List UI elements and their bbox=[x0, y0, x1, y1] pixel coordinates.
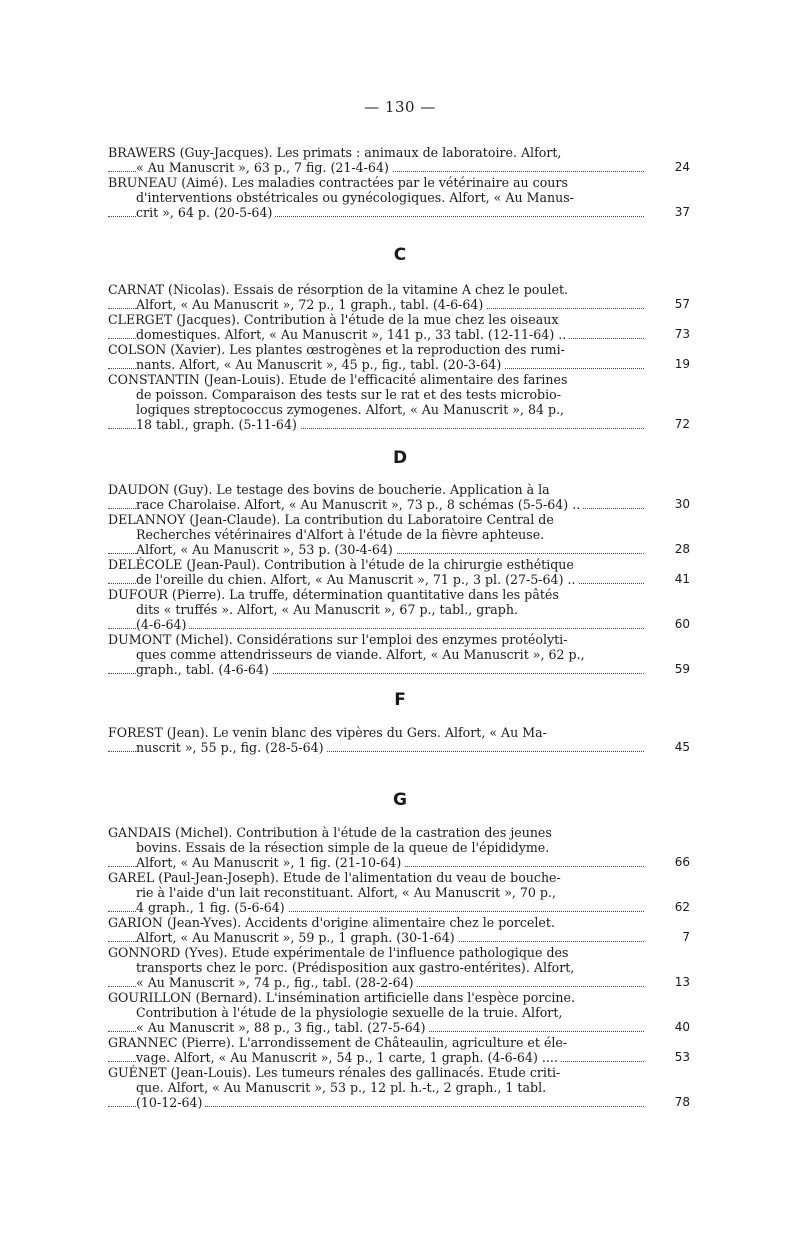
entry-text-line: « Au Manuscrit », 74 p., fig., tabl. (28-2-64) bbox=[136, 975, 417, 990]
entry-text-line: nants. Alfort, « Au Manuscrit », 45 p., fig., tabl. (20-3-64) bbox=[136, 357, 504, 372]
entry-text-line: BRAWERS (Guy-Jacques). Les primats : animaux de laboratoire. Alfort, bbox=[108, 145, 562, 160]
entry-text-line: que. Alfort, « Au Manuscrit », 53 p., 12 pl. h.-t., 2 graph., 1 tabl. bbox=[136, 1080, 547, 1095]
entry-text-line: BRUNEAU (Aimé). Les maladies contractées par le vétérinaire au cours bbox=[108, 175, 568, 190]
entry-text-line: race Charolaise. Alfort, « Au Manuscrit », 73 p., 8 schémas (5-5-64) .. bbox=[136, 497, 583, 512]
entry-text-line: ques comme attendrisseurs de viande. Alfort, « Au Manuscrit », 62 p., bbox=[136, 647, 585, 662]
entry-text-line: GRANNEC (Pierre). L'arrondissement de Châteaulin, agriculture et éle- bbox=[108, 1035, 568, 1050]
entry-text-line: DELANNOY (Jean-Claude). La contribution du Laboratoire Central de bbox=[108, 512, 554, 527]
entry-page-number: 13 bbox=[674, 975, 690, 989]
entry-text-line: CLERGET (Jacques). Contribution à l'étude de la mue chez les oiseaux bbox=[108, 312, 559, 327]
entry-text-line: CARNAT (Nicolas). Essais de résorption de la vitamine A chez le poulet. bbox=[108, 282, 569, 297]
entry-page-number: 66 bbox=[674, 855, 690, 869]
entry-page-number: 60 bbox=[674, 617, 690, 631]
section-heading-f: F bbox=[394, 690, 406, 710]
entry-text-line: GANDAIS (Michel). Contribution à l'étude de la castration des jeunes bbox=[108, 825, 552, 840]
entry-text-line: 4 graph., 1 fig. (5-6-64) bbox=[136, 900, 288, 915]
entry-text-line: « Au Manuscrit », 88 p., 3 fig., tabl. (27-5-64) bbox=[136, 1020, 429, 1035]
bibliography-entry bbox=[108, 945, 690, 990]
entry-page-number: 24 bbox=[674, 160, 690, 174]
entry-page-number: 41 bbox=[674, 572, 690, 586]
bibliography-entry bbox=[108, 587, 690, 632]
entry-text-line: (4-6-64) bbox=[136, 617, 189, 632]
entry-text-line: dits « truffés ». Alfort, « Au Manuscrit », 67 p., tabl., graph. bbox=[136, 602, 518, 617]
entry-page-number: 28 bbox=[674, 542, 690, 556]
entry-page-number: 37 bbox=[674, 205, 690, 219]
entry-text-line: d'interventions obstétricales ou gynécologiques. Alfort, « Au Manus- bbox=[136, 190, 574, 205]
entry-text-line: Alfort, « Au Manuscrit », 53 p. (30-4-64) bbox=[136, 542, 396, 557]
entry-text-line: nuscrit », 55 p., fig. (28-5-64) bbox=[136, 740, 327, 755]
bibliography-entry bbox=[108, 1035, 690, 1065]
entry-text-line: GUÉNET (Jean-Louis). Les tumeurs rénales des gallinacés. Etude criti- bbox=[108, 1065, 561, 1080]
entry-text-line: logiques streptococcus zymogenes. Alfort, « Au Manuscrit », 84 p., bbox=[136, 402, 565, 417]
entry-text-line: Recherches vétérinaires d'Alfort à l'étude de la fièvre aphteuse. bbox=[136, 527, 545, 542]
entry-text-line: (10-12-64) bbox=[136, 1095, 205, 1110]
bibliography-entry bbox=[108, 342, 690, 372]
bibliography-entry bbox=[108, 482, 690, 512]
section-heading-c: C bbox=[393, 245, 407, 265]
entry-page-number: 59 bbox=[674, 662, 690, 676]
entry-page-number: 7 bbox=[682, 930, 690, 944]
bibliography-entry bbox=[108, 282, 690, 312]
entry-page-number: 72 bbox=[674, 417, 690, 431]
section-heading-d: D bbox=[392, 448, 408, 468]
entry-text-line: Contribution à l'étude de la physiologie sexuelle de la truie. Alfort, bbox=[136, 1005, 563, 1020]
page-number: — 130 — bbox=[364, 98, 436, 116]
bibliography-entry bbox=[108, 1065, 690, 1110]
entry-page-number: 40 bbox=[674, 1020, 690, 1034]
entry-page-number: 78 bbox=[674, 1095, 690, 1109]
entry-text-line: GOURILLON (Bernard). L'insémination artificielle dans l'espèce porcine. bbox=[108, 990, 575, 1005]
entry-text-line: crit », 64 p. (20-5-64) bbox=[136, 205, 275, 220]
bibliography-entry bbox=[108, 915, 690, 945]
entry-text-line: 18 tabl., graph. (5-11-64) bbox=[136, 417, 300, 432]
entry-text-line: Alfort, « Au Manuscrit », 1 fig. (21-10-64) bbox=[136, 855, 404, 870]
bibliography-entry bbox=[108, 175, 690, 220]
bibliography-entry bbox=[108, 632, 690, 677]
entry-text-line: rie à l'aide d'un lait reconstituant. Alfort, « Au Manuscrit », 70 p., bbox=[136, 885, 556, 900]
entry-text-line: « Au Manuscrit », 63 p., 7 fig. (21-4-64) bbox=[136, 160, 392, 175]
bibliography-entry bbox=[108, 372, 690, 432]
entry-text-line: GARION (Jean-Yves). Accidents d'origine alimentaire chez le porcelet. bbox=[108, 915, 555, 930]
entry-page-number: 30 bbox=[674, 497, 690, 511]
entry-page-number: 57 bbox=[674, 297, 690, 311]
entry-text-line: domestiques. Alfort, « Au Manuscrit », 141 p., 33 tabl. (12-11-64) .. bbox=[136, 327, 569, 342]
entry-text-line: bovins. Essais de la résection simple de la queue de l'épididyme. bbox=[136, 840, 550, 855]
entry-text-line: GAREL (Paul-Jean-Joseph). Etude de l'alimentation du veau de bouche- bbox=[108, 870, 561, 885]
entry-text-line: COLSON (Xavier). Les plantes œstrogènes et la reproduction des rumi- bbox=[108, 342, 565, 357]
entry-text-line: Alfort, « Au Manuscrit », 72 p., 1 graph., tabl. (4-6-64) bbox=[136, 297, 486, 312]
bibliography-entry bbox=[108, 145, 690, 175]
bibliography-entry bbox=[108, 870, 690, 915]
entry-text-line: vage. Alfort, « Au Manuscrit », 54 p., 1 carte, 1 graph. (4-6-64) .... bbox=[136, 1050, 561, 1065]
entry-page-number: 19 bbox=[674, 357, 690, 371]
bibliography-entry bbox=[108, 512, 690, 557]
section-heading-g: G bbox=[393, 790, 407, 810]
bibliography-entry bbox=[108, 990, 690, 1035]
entry-text-line: FOREST (Jean). Le venin blanc des vipères du Gers. Alfort, « Au Ma- bbox=[108, 725, 547, 740]
entry-text-line: Alfort, « Au Manuscrit », 59 p., 1 graph. (30-1-64) bbox=[136, 930, 458, 945]
entry-text-line: DAUDON (Guy). Le testage des bovins de boucherie. Application à la bbox=[108, 482, 550, 497]
entry-text-line: DELÉCOLE (Jean-Paul). Contribution à l'étude de la chirurgie esthétique bbox=[108, 557, 574, 572]
entry-text-line: de l'oreille du chien. Alfort, « Au Manuscrit », 71 p., 3 pl. (27-5-64) .. bbox=[136, 572, 579, 587]
bibliography-entry bbox=[108, 725, 690, 755]
entry-text-line: CONSTANTIN (Jean-Louis). Etude de l'efficacité alimentaire des farines bbox=[108, 372, 568, 387]
bibliography-entry bbox=[108, 312, 690, 342]
entry-page-number: 53 bbox=[674, 1050, 690, 1064]
entry-text-line: DUFOUR (Pierre). La truffe, détermination quantitative dans les pâtés bbox=[108, 587, 559, 602]
entry-text-line: de poisson. Comparaison des tests sur le rat et des tests microbio- bbox=[136, 387, 561, 402]
entry-text-line: GONNORD (Yves). Etude expérimentale de l'influence pathologique des bbox=[108, 945, 569, 960]
entry-page-number: 62 bbox=[674, 900, 690, 914]
entry-page-number: 45 bbox=[674, 740, 690, 754]
entry-page-number: 73 bbox=[674, 327, 690, 341]
entry-text-line: graph., tabl. (4-6-64) bbox=[136, 662, 272, 677]
bibliography-entry bbox=[108, 825, 690, 870]
bibliography-entry bbox=[108, 557, 690, 587]
entry-text-line: transports chez le porc. (Prédisposition aux gastro-entérites). Alfort, bbox=[136, 960, 575, 975]
entry-text-line: DUMONT (Michel). Considérations sur l'emploi des enzymes protéolyti- bbox=[108, 632, 568, 647]
